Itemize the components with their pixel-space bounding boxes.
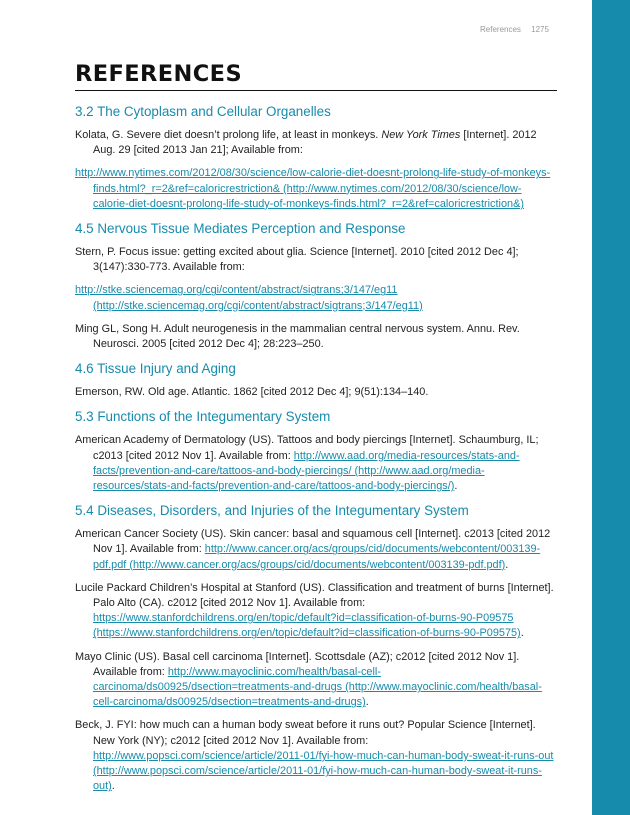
reference-text: American Academy of Dermatology (US). Tattoos and body piercings [Internet]. Schaumburg, IL; c2013 [cited 2012 Nov 1]. Available from: [75,434,539,462]
section-heading-4-5: 4.5 Nervous Tissue Mediates Perception and Response [75,221,406,237]
reference-stern: Stern, P. Focus issue: getting excited about glia. Science [Internet]. 2010 [cited 2012 Dec 4]; 3(147):330-773. Available from: [75,246,519,274]
reference-mayo [75,650,557,711]
reference-link-stanford[interactable]: https://www.stanfordchildrens.org/en/topic/default?id=classification-of-burns-90-P09575 (https://www.stanfordchildrens.org/en/topic/default?id=classification-of-burns-90-P09575) [93,612,521,640]
reference-text: Mayo Clinic (US). Basal cell carcinoma [Internet]. Scottsdale (AZ); c2012 [cited 2012 Nov 1]. Available from: [75,650,520,678]
reference-emerson: Emerson, RW. Old age. Atlantic. 1862 [cited 2012 Dec 4]; 9(51):134–140. [75,386,429,399]
reference-link-mayo[interactable]: http://www.mayoclinic.com/health/basal-cell-carcinoma/ds00925/dsection=treatments-and-drugs (http://www.mayoclinic.com/health/basal-cell-carcinoma/ds00925/dsection=treatments-and-drugs) [93,665,542,709]
reference-aad [75,433,557,494]
reference-lucile-packard [75,581,557,642]
reference-end: . [454,480,458,493]
title-divider [75,90,557,91]
running-header [480,25,549,34]
section-heading-3-2: 3.2 The Cytoplasm and Cellular Organelles [75,104,331,119]
section-heading-5-4: 5.4 Diseases, Disorders, and Injuries of the Integumentary System [75,503,469,519]
reference-beck [75,718,557,794]
reference-end: . [520,627,524,640]
reference-link-sciencemag[interactable]: http://stke.sciencemag.org/cgi/content/abstract/sigtrans;3/147/eg11 (http://stke.sciencemag.org/cgi/content/abstract/sigtrans;3/147/eg11) [75,284,423,312]
reference-acs [75,527,557,573]
section-heading-5-3: 5.3 Functions of the Integumentary System [75,409,331,425]
reference-link-cancer[interactable]: http://www.cancer.org/acs/groups/cid/documents/webcontent/003139-pdf.pdf (http://www.cancer.org/acs/groups/cid/documents/webcontent/003139-pdf.pdf) [93,543,541,571]
reference-text: Kolata, G. Severe diet doesn’t prolong life, at least in monkeys. [75,129,382,141]
reference-text: Lucile Packard Children’s Hospital at Stanford (US). Classification and treatment of burns [Internet]. Palo Alto (CA). c2012 [cited 2012 Nov 1]. Available from: [75,581,554,610]
running-header-section: References [480,25,521,34]
page-title: REFERENCES [75,61,243,87]
page-number: 1275 [531,25,549,34]
reference-kolata [75,128,557,158]
reference-link-aad[interactable]: http://www.aad.org/media-resources/stats-and-facts/prevention-and-care/tattoos-and-body-piercings/ (http://www.aad.org/media-resources/stats-and-facts/prevention-and-care/tattoos-and-body-piercings/) [93,449,520,493]
reference-ming: Ming GL, Song H. Adult neurogenesis in the mammalian central nervous system. Annu. Rev. Neurosci. 2005 [cited 2012 Dec 4]; 28:223–250. [75,322,520,351]
reference-end: . [111,780,115,793]
reference-link-nytimes[interactable]: http://www.nytimes.com/2012/08/30/science/low-calorie-diet-doesnt-prolong-life-study-of-monkeys-finds.html?_r=2&ref=caloricrestriction& (http://www.nytimes.com/2012/08/30/science/low-calorie-diet-doesnt-prolong-life-study-of-monkeys-finds.html?_r=2&ref=caloricrestriction&) [75,167,551,210]
reference-text: American Cancer Society (US). Skin cancer: basal and squamous cell [Internet]. c2013 [cited 2012 Nov 1]. Available from: [75,528,551,556]
side-color-bar [592,0,630,815]
reference-text: [Internet]. 2012 Aug. 29 [cited 2013 Jan 21]; Available from: [93,129,537,157]
reference-link-popsci[interactable]: http://www.popsci.com/science/article/2011-01/fyi-how-much-can-human-body-sweat-it-runs-out (http://www.popsci.com/science/article/2011-01/fyi-how-much-can-human-body-sweat-it-runs-out) [93,749,554,793]
reference-end: . [505,558,509,571]
reference-end: . [365,696,369,709]
references-content [75,58,557,803]
journal-title: New York Times [381,129,461,141]
reference-text: Beck, J. FYI: how much can a human body sweat before it runs out? Popular Science [Internet]. New York (NY); c2012 [cited 2012 Nov 1]. Available from: [75,719,536,747]
section-heading-4-6: 4.6 Tissue Injury and Aging [75,361,236,377]
